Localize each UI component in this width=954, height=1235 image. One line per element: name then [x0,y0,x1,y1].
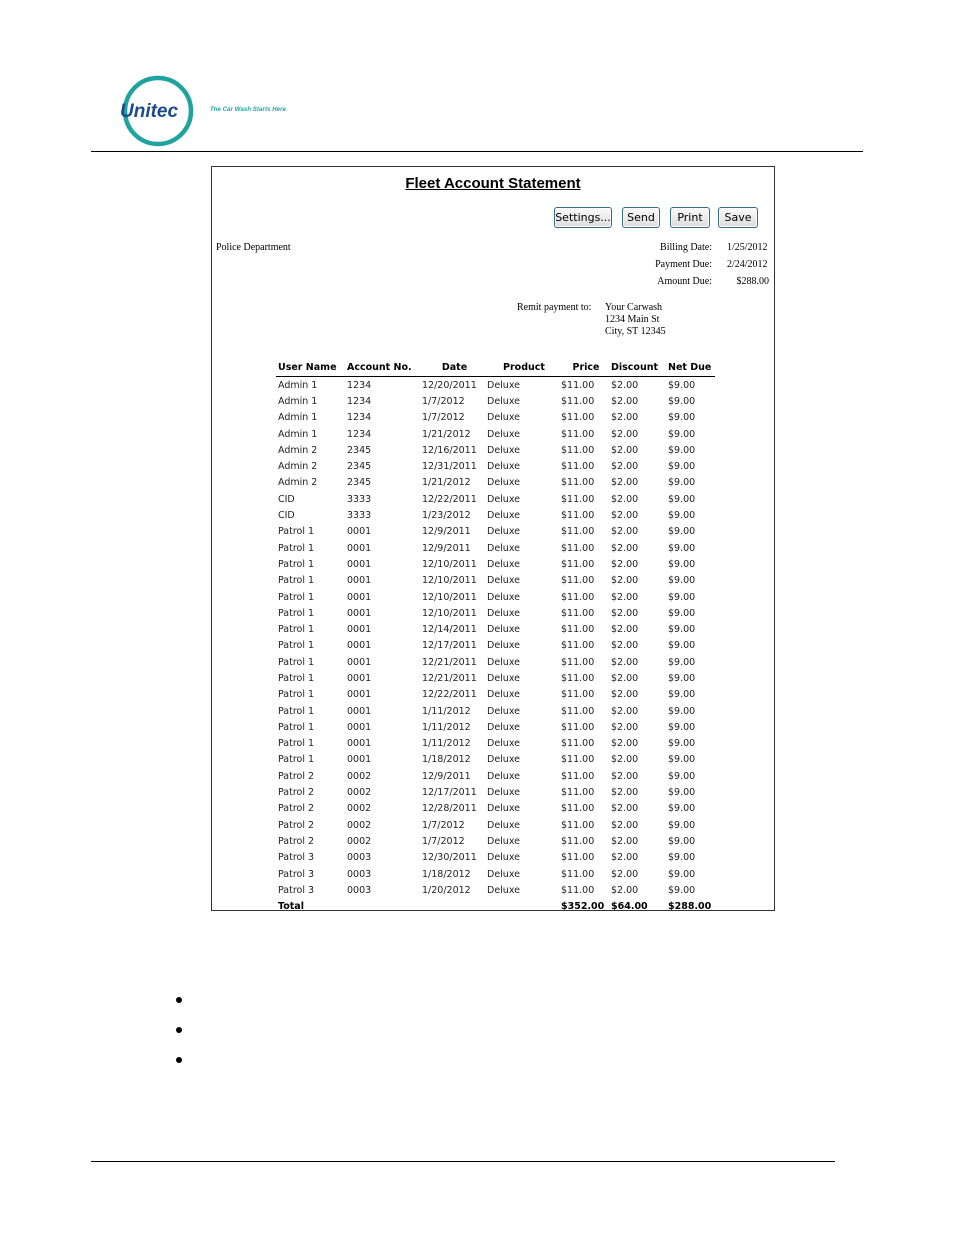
col-date: Date [422,360,487,377]
total-empty [347,899,422,915]
header-rule [91,151,863,152]
table-row [276,866,715,882]
cell-net-due: $9.00 [668,656,696,668]
cell-product: Deluxe [487,819,520,831]
cell-user-name: Patrol 1 [278,754,315,766]
cell-date: 1/20/2012 [422,884,471,896]
cell-account-no: 0001 [347,558,372,570]
cell-discount: $2.00 [611,575,639,587]
cell-product: Deluxe [487,526,520,538]
cell-product: Deluxe [487,884,520,896]
cell-net-due: $9.00 [668,787,696,799]
cell-discount: $2.00 [611,624,639,636]
cell-discount: $2.00 [611,884,639,896]
cell-price: $11.00 [561,542,595,554]
cell-user-name: CID [278,493,295,505]
table-row [276,393,715,409]
total-label: Total [278,901,304,913]
cell-user-name: Patrol 1 [278,738,315,750]
fleet-statement-panel [211,166,775,911]
cell-price: $11.00 [561,461,595,473]
cell-product: Deluxe [487,395,520,407]
transactions-table [276,360,715,915]
cell-discount: $2.00 [611,787,639,799]
cell-account-no: 2345 [347,477,372,489]
cell-user-name: Admin 2 [278,477,318,489]
cell-net-due: $9.00 [668,705,696,717]
cell-user-name: Patrol 1 [278,526,315,538]
cell-user-name: Patrol 1 [278,558,315,570]
cell-price: $11.00 [561,868,595,880]
cell-price: $11.00 [561,656,595,668]
cell-price: $11.00 [561,754,595,766]
cell-user-name: Patrol 3 [278,868,315,880]
save-button[interactable]: Save [718,207,758,228]
cell-date: 12/10/2011 [422,591,477,603]
cell-discount: $2.00 [611,738,639,750]
cell-user-name: Patrol 1 [278,721,315,733]
cell-product: Deluxe [487,689,520,701]
cell-discount: $2.00 [611,852,639,864]
cell-product: Deluxe [487,754,520,766]
table-row [276,670,715,686]
cell-account-no: 1234 [347,428,372,440]
table-row [276,540,715,556]
cell-product: Deluxe [487,412,520,424]
table-row [276,882,715,898]
cell-net-due: $9.00 [668,607,696,619]
col-product: Product [487,360,561,377]
remit-label: Remit payment to: [517,302,592,313]
cell-date: 12/31/2011 [422,461,477,473]
cell-date: 1/23/2012 [422,510,471,522]
cell-date: 12/10/2011 [422,607,477,619]
cell-date: 12/9/2011 [422,770,471,782]
cell-account-no: 0002 [347,787,372,799]
total-discount: $64.00 [611,901,648,913]
cell-net-due: $9.00 [668,835,696,847]
amount-due-label: Amount Due: [657,276,712,287]
cell-discount: $2.00 [611,395,639,407]
billing-date-label: Billing Date: [660,242,712,253]
cell-net-due: $9.00 [668,721,696,733]
amount-due-value: $288.00 [736,276,769,287]
cell-account-no: 0001 [347,656,372,668]
cell-price: $11.00 [561,428,595,440]
cell-net-due: $9.00 [668,754,696,766]
cell-account-no: 0001 [347,591,372,603]
cell-user-name: Admin 2 [278,444,318,456]
cell-account-no: 0003 [347,868,372,880]
payment-due-label: Payment Due: [655,259,712,270]
table-row [276,703,715,719]
cell-discount: $2.00 [611,493,639,505]
cell-price: $11.00 [561,477,595,489]
remit-line-2: 1234 Main St [605,314,660,325]
col-account-no: Account No. [347,360,422,377]
cell-user-name: Patrol 1 [278,624,315,636]
cell-user-name: Patrol 1 [278,656,315,668]
cell-product: Deluxe [487,461,520,473]
cell-price: $11.00 [561,835,595,847]
cell-date: 12/10/2011 [422,575,477,587]
cell-net-due: $9.00 [668,770,696,782]
cell-price: $11.00 [561,624,595,636]
cell-net-due: $9.00 [668,575,696,587]
cell-user-name: Admin 1 [278,379,318,391]
cell-date: 1/7/2012 [422,412,465,424]
cell-account-no: 1234 [347,395,372,407]
cell-price: $11.00 [561,640,595,652]
cell-date: 12/28/2011 [422,803,477,815]
cell-product: Deluxe [487,558,520,570]
cell-product: Deluxe [487,705,520,717]
cell-discount: $2.00 [611,412,639,424]
table-row [276,638,715,654]
remit-line-1: Your Carwash [605,302,663,313]
cell-user-name: Patrol 2 [278,787,315,799]
cell-discount: $2.00 [611,868,639,880]
cell-user-name: Admin 1 [278,395,318,407]
cell-date: 1/18/2012 [422,754,471,766]
cell-account-no: 0001 [347,542,372,554]
cell-product: Deluxe [487,640,520,652]
cell-user-name: Admin 1 [278,412,318,424]
cell-price: $11.00 [561,672,595,684]
cell-discount: $2.00 [611,526,639,538]
cell-net-due: $9.00 [668,412,696,424]
cell-account-no: 0001 [347,721,372,733]
cell-date: 12/14/2011 [422,624,477,636]
cell-net-due: $9.00 [668,558,696,570]
cell-account-no: 0002 [347,819,372,831]
cell-user-name: Patrol 3 [278,852,315,864]
cell-product: Deluxe [487,428,520,440]
cell-discount: $2.00 [611,542,639,554]
cell-price: $11.00 [561,607,595,619]
cell-user-name: Patrol 1 [278,640,315,652]
cell-price: $11.00 [561,738,595,750]
table-row [276,752,715,768]
table-row [276,850,715,866]
table-row [276,458,715,474]
col-price: Price [561,360,611,377]
cell-product: Deluxe [487,672,520,684]
table-row [276,801,715,817]
bullet-dot [176,1057,182,1063]
table-row [276,817,715,833]
table-row [276,524,715,540]
cell-account-no: 0001 [347,672,372,684]
cell-product: Deluxe [487,607,520,619]
cell-user-name: Patrol 1 [278,672,315,684]
table-row [276,573,715,589]
cell-date: 1/7/2012 [422,835,465,847]
cell-date: 12/22/2011 [422,493,477,505]
total-empty [487,899,561,915]
cell-date: 12/21/2011 [422,656,477,668]
cell-date: 12/17/2011 [422,787,477,799]
cell-user-name: Patrol 1 [278,575,315,587]
cell-date: 12/10/2011 [422,558,477,570]
cell-product: Deluxe [487,477,520,489]
table-row [276,784,715,800]
cell-discount: $2.00 [611,558,639,570]
cell-net-due: $9.00 [668,689,696,701]
cell-date: 12/17/2011 [422,640,477,652]
cell-discount: $2.00 [611,591,639,603]
cell-date: 12/16/2011 [422,444,477,456]
cell-user-name: Patrol 3 [278,884,315,896]
cell-price: $11.00 [561,884,595,896]
cell-price: $11.00 [561,803,595,815]
cell-price: $11.00 [561,412,595,424]
table-row [276,687,715,703]
table-row [276,491,715,507]
cell-date: 1/18/2012 [422,868,471,880]
cell-user-name: CID [278,510,295,522]
cell-discount: $2.00 [611,640,639,652]
table-row [276,605,715,621]
cell-account-no: 0001 [347,607,372,619]
send-button[interactable]: Send [622,207,660,228]
cell-account-no: 0003 [347,852,372,864]
statement-title: Fleet Account Statement [405,175,581,192]
cell-product: Deluxe [487,379,520,391]
cell-price: $11.00 [561,852,595,864]
cell-date: 12/21/2011 [422,672,477,684]
cell-price: $11.00 [561,591,595,603]
cell-user-name: Patrol 1 [278,689,315,701]
cell-discount: $2.00 [611,444,639,456]
cell-user-name: Patrol 1 [278,591,315,603]
table-row [276,475,715,491]
cell-discount: $2.00 [611,461,639,473]
table-row [276,507,715,523]
table-row [276,654,715,670]
cell-net-due: $9.00 [668,428,696,440]
cell-price: $11.00 [561,379,595,391]
cell-account-no: 0001 [347,689,372,701]
cell-net-due: $9.00 [668,803,696,815]
cell-user-name: Patrol 2 [278,803,315,815]
cell-product: Deluxe [487,835,520,847]
cell-price: $11.00 [561,526,595,538]
cell-net-due: $9.00 [668,510,696,522]
cell-discount: $2.00 [611,379,639,391]
table-row [276,719,715,735]
cell-product: Deluxe [487,510,520,522]
total-empty [422,899,487,915]
cell-net-due: $9.00 [668,493,696,505]
cell-user-name: Patrol 2 [278,835,315,847]
print-button[interactable]: Print [670,207,710,228]
cell-price: $11.00 [561,558,595,570]
cell-net-due: $9.00 [668,379,696,391]
cell-account-no: 1234 [347,379,372,391]
cell-date: 1/21/2012 [422,428,471,440]
cell-date: 1/11/2012 [422,721,471,733]
cell-net-due: $9.00 [668,672,696,684]
cell-discount: $2.00 [611,672,639,684]
cell-user-name: Admin 2 [278,461,318,473]
cell-discount: $2.00 [611,803,639,815]
cell-account-no: 2345 [347,461,372,473]
cell-discount: $2.00 [611,477,639,489]
footer-rule [91,1161,835,1162]
cell-user-name: Patrol 1 [278,705,315,717]
table-row [276,768,715,784]
cell-product: Deluxe [487,444,520,456]
cell-discount: $2.00 [611,819,639,831]
cell-account-no: 1234 [347,412,372,424]
cell-account-no: 0001 [347,754,372,766]
cell-price: $11.00 [561,787,595,799]
cell-product: Deluxe [487,868,520,880]
cell-user-name: Patrol 1 [278,542,315,554]
cell-price: $11.00 [561,444,595,456]
cell-product: Deluxe [487,852,520,864]
col-user-name: User Name [276,360,347,377]
cell-date: 1/7/2012 [422,819,465,831]
cell-net-due: $9.00 [668,444,696,456]
cell-account-no: 0001 [347,526,372,538]
cell-price: $11.00 [561,705,595,717]
cell-date: 12/22/2011 [422,689,477,701]
cell-discount: $2.00 [611,721,639,733]
cell-discount: $2.00 [611,656,639,668]
col-discount: Discount [611,360,668,377]
cell-discount: $2.00 [611,705,639,717]
total-price: $352.00 [561,901,605,913]
cell-account-no: 0001 [347,738,372,750]
cell-net-due: $9.00 [668,591,696,603]
cell-net-due: $9.00 [668,542,696,554]
cell-date: 12/30/2011 [422,852,477,864]
table-header-row [276,360,715,377]
cell-product: Deluxe [487,575,520,587]
cell-net-due: $9.00 [668,526,696,538]
cell-product: Deluxe [487,787,520,799]
table-row [276,442,715,458]
cell-date: 1/11/2012 [422,705,471,717]
cell-net-due: $9.00 [668,738,696,750]
cell-user-name: Admin 1 [278,428,318,440]
payment-due-value: 2/24/2012 [727,259,768,270]
cell-date: 12/9/2011 [422,526,471,538]
cell-user-name: Patrol 2 [278,770,315,782]
cell-price: $11.00 [561,575,595,587]
cell-discount: $2.00 [611,607,639,619]
cell-price: $11.00 [561,770,595,782]
cell-account-no: 3333 [347,510,372,522]
table-row [276,736,715,752]
cell-product: Deluxe [487,721,520,733]
table-row [276,556,715,572]
cell-account-no: 0001 [347,575,372,587]
cell-date: 12/20/2011 [422,379,477,391]
cell-account-no: 0002 [347,803,372,815]
cell-discount: $2.00 [611,510,639,522]
cell-account-no: 0003 [347,884,372,896]
cell-date: 1/11/2012 [422,738,471,750]
cell-price: $11.00 [561,395,595,407]
table-row [276,426,715,442]
cell-user-name: Patrol 2 [278,819,315,831]
table-row [276,410,715,426]
cell-product: Deluxe [487,770,520,782]
cell-price: $11.00 [561,819,595,831]
logo-text: Unitec [120,101,179,122]
cell-net-due: $9.00 [668,640,696,652]
cell-price: $11.00 [561,689,595,701]
cell-discount: $2.00 [611,428,639,440]
table-row [276,377,715,394]
table-row [276,833,715,849]
cell-product: Deluxe [487,542,520,554]
customer-name: Police Department [216,242,291,253]
cell-user-name: Patrol 1 [278,607,315,619]
cell-account-no: 0001 [347,640,372,652]
bullet-dot [176,997,182,1003]
settings-button[interactable]: Settings... [554,207,612,228]
remit-address [605,302,666,338]
cell-account-no: 0002 [347,835,372,847]
cell-product: Deluxe [487,493,520,505]
cell-net-due: $9.00 [668,395,696,407]
unitec-logo [118,74,204,148]
cell-discount: $2.00 [611,770,639,782]
cell-product: Deluxe [487,803,520,815]
cell-account-no: 0002 [347,770,372,782]
cell-price: $11.00 [561,510,595,522]
total-net-due: $288.00 [668,901,712,913]
cell-price: $11.00 [561,493,595,505]
cell-date: 1/21/2012 [422,477,471,489]
brand-tagline: The Car Wash Starts Here [210,107,286,113]
cell-date: 12/9/2011 [422,542,471,554]
cell-net-due: $9.00 [668,477,696,489]
table-row [276,589,715,605]
table-row [276,621,715,637]
cell-discount: $2.00 [611,835,639,847]
cell-discount: $2.00 [611,689,639,701]
total-row [276,899,715,915]
cell-product: Deluxe [487,738,520,750]
cell-account-no: 3333 [347,493,372,505]
col-net-due: Net Due [668,360,715,377]
cell-account-no: 2345 [347,444,372,456]
cell-discount: $2.00 [611,754,639,766]
cell-account-no: 0001 [347,705,372,717]
cell-net-due: $9.00 [668,868,696,880]
cell-price: $11.00 [561,721,595,733]
billing-date-value: 1/25/2012 [727,242,768,253]
cell-product: Deluxe [487,656,520,668]
cell-net-due: $9.00 [668,884,696,896]
remit-line-3: City, ST 12345 [605,326,666,337]
cell-product: Deluxe [487,624,520,636]
cell-account-no: 0001 [347,624,372,636]
bullet-dot [176,1027,182,1033]
cell-net-due: $9.00 [668,461,696,473]
cell-date: 1/7/2012 [422,395,465,407]
cell-net-due: $9.00 [668,819,696,831]
cell-product: Deluxe [487,591,520,603]
cell-net-due: $9.00 [668,852,696,864]
cell-net-due: $9.00 [668,624,696,636]
